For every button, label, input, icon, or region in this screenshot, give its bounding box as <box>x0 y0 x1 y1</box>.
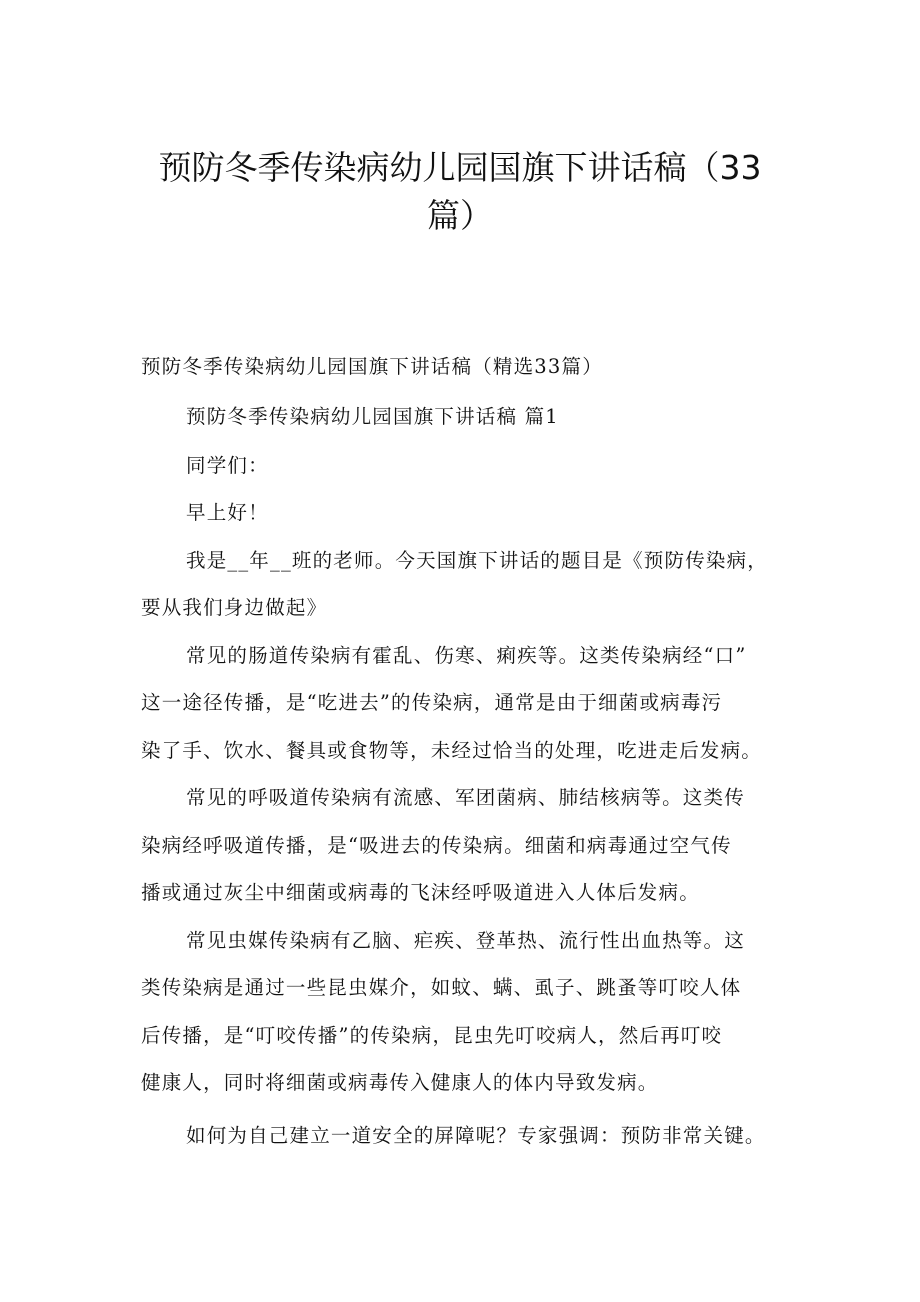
paragraph-line: 染了手、饮水、餐具或食物等，未经过恰当的处理，吃进走后发病。 <box>141 739 763 762</box>
paragraph-line: 这一途径传播，是“吃进去”的传染病，通常是由于细菌或病毒污 <box>141 691 723 714</box>
paragraph-line: 如何为自己建立一道安全的屏障呢？专家强调：预防非常关键。 <box>186 1124 766 1147</box>
paragraph-line: 类传染病是通过一些昆虫媒介，如蚊、螨、虱子、跳蚤等叮咬人体 <box>141 976 742 999</box>
greeting-line: 同学们： <box>186 454 269 477</box>
section-heading: 预防冬季传染病幼儿园国旗下讲话稿 篇1 <box>186 405 559 428</box>
document-title-line-2: 篇） <box>427 196 493 235</box>
greeting-line: 早上好！ <box>186 501 269 524</box>
paragraph-line: 后传播，是“叮咬传播”的传染病，昆虫先叮咬病人，然后再叮咬 <box>141 1024 723 1047</box>
paragraph-line: 常见虫媒传染病有乙脑、疟疾、登革热、流行性出血热等。这 <box>186 929 745 952</box>
paragraph-line: 染病经呼吸道传播，是“吸进去的传染病。细菌和病毒通过空气传 <box>141 834 732 857</box>
paragraph-line: 要从我们身边做起》 <box>141 596 328 619</box>
paragraph-line: 常见的肠道传染病有霍乱、伤寒、痢疾等。这类传染病经“口” <box>186 644 747 667</box>
document-title-line-1: 预防冬季传染病幼儿园国旗下讲话稿（33 <box>158 148 762 187</box>
paragraph-line: 播或通过灰尘中细菌或病毒的飞沫经呼吸道进入人体后发病。 <box>141 881 700 904</box>
subtitle-line: 预防冬季传染病幼儿园国旗下讲话稿（精选33篇） <box>141 355 603 378</box>
paragraph-line: 我是__年__班的老师。今天国旗下讲话的题目是《预防传染病， <box>186 549 769 572</box>
paragraph-line: 常见的呼吸道传染病有流感、军团菌病、肺结核病等。这类传 <box>186 786 745 809</box>
paragraph-line: 健康人，同时将细菌或病毒传入健康人的体内导致发病。 <box>141 1071 659 1094</box>
